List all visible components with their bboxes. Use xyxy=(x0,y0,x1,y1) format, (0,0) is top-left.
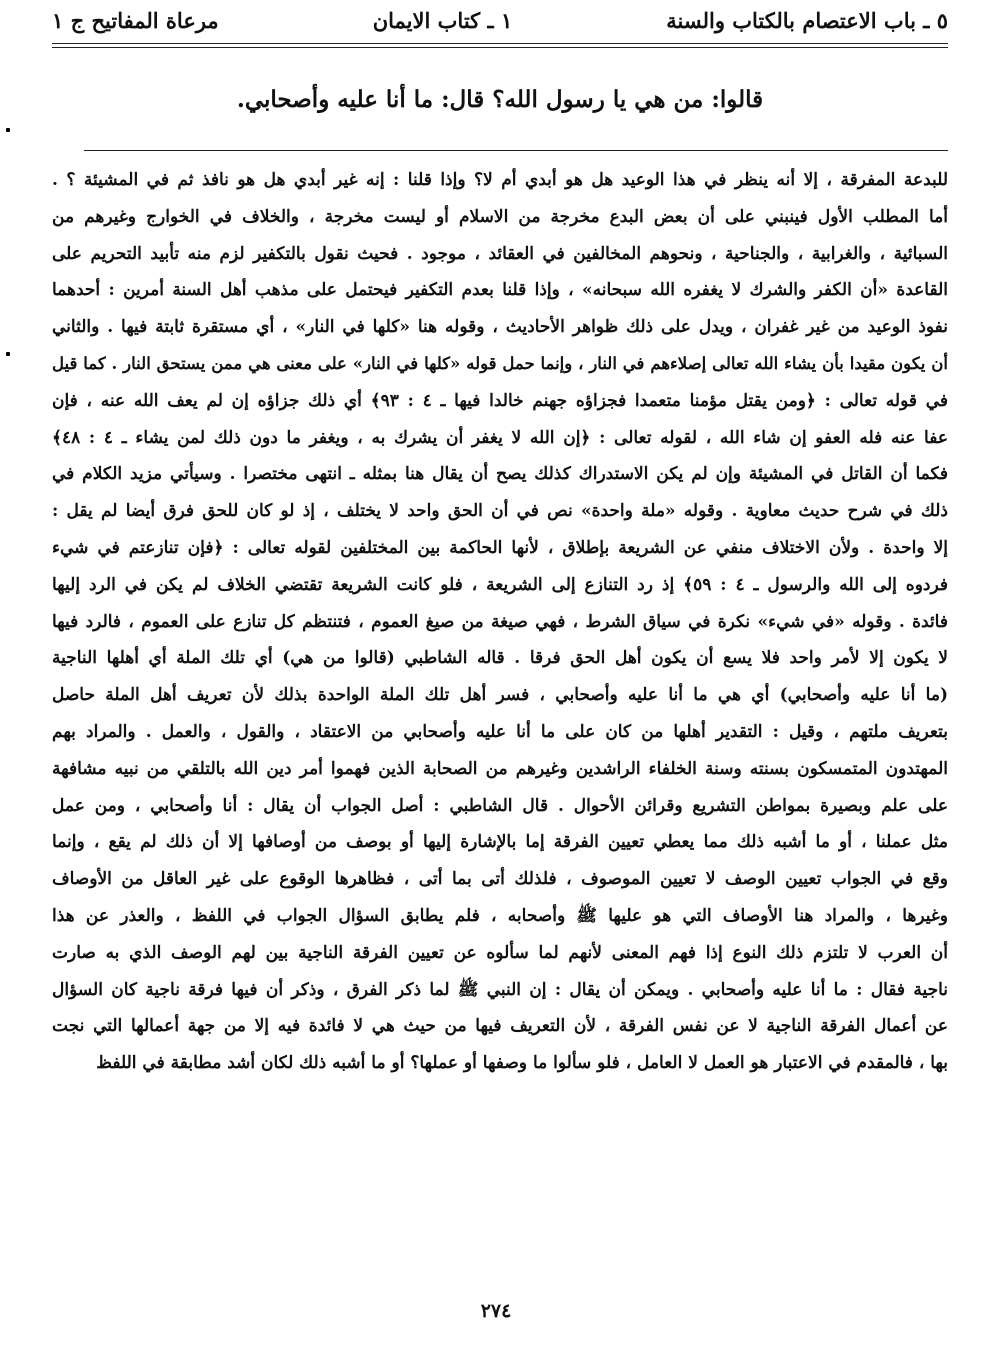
body-line: ناجية فقال : ما أنا عليه وأصحابي . ويمكن أن يقال : إن النبي ﷺ لما ذكر الفرق ، وذكر أن فيها فرقة ناجية كان السؤال xyxy=(52,979,948,1000)
body-line: فائدة . وقوله «في شيء» نكرة في سياق الشرط ، فهي صيغة من صيغ العموم ، فتنتظم كل تنازع على العموم ، فالرد فيها xyxy=(52,611,948,632)
body-line: بتعريف ملتهم ، وقيل : التقدير أهلها من كان على ما أنا عليه وأصحابي من الاعتقاد ، والقول ، والعمل . والمراد بهم xyxy=(52,721,948,742)
body-line: نفوذ الوعيد من غير غفران ، ويدل على ذلك ظواهر الأحاديث ، وقوله هنا «كلها في النار» ، أي مستقرة ثابتة فيها . والثاني xyxy=(52,317,948,338)
body-line: فردوه إلى الله والرسول ـ ٤ : ٥٩﴾ إذ رد التنازع إلى الشريعة ، فلو كانت الشريعة تقتضي الخلاف لم يكن في الرد إليها xyxy=(52,574,948,595)
body-line: أما المطلب الأول فينبني على أن بعض البدع مخرجة من الاسلام أو ليست مخرجة ، والخلاف في الخوارج وغيرهم من xyxy=(52,206,948,227)
page-number: ٢٧٤ xyxy=(480,1300,512,1322)
header-book-title: مرعاة المفاتيح ج ١ xyxy=(52,7,219,33)
body-line: بها ، فالمقدم في الاعتبار هو العمل لا العامل ، فلو سألوا ما وصفها أو عملها؟ أو ما أشبه ذلك لكان أشد مطابقة في اللفظ xyxy=(96,1053,948,1074)
running-header xyxy=(52,2,948,38)
body-line: القاعدة «أن الكفر والشرك لا يغفره الله سبحانه» ، وإذا قلنا بعدم التكفير فيحتمل على مذهب أهل السنة أمرين : أحدهما xyxy=(52,280,948,301)
header-rule xyxy=(52,43,948,44)
body-line: على علم وبصيرة بمواطن التشريع وقرائن الأحوال . قال الشاطبي : أصل الجواب أن يقال : أنا وأصحابي ، ومن عمل xyxy=(52,795,948,816)
hadith-text: قالوا: من هي يا رسول الله؟ قال: ما أنا عليه وأصحابي. xyxy=(236,86,764,113)
margin-mark xyxy=(6,352,10,356)
body-line: عن أعمال الفرقة الناجية لا عن نفس الفرقة ، لأن التعريف فيها من حيث هي لا فائدة فيه إلا من جهة أعمالها التي نجت xyxy=(52,1016,948,1037)
body-line: وغيرها ، والمراد هنا الأوصاف التي هو عليها ﷺ وأصحابه ، فلم يطابق السؤال الجواب في اللفظ ، والعذر عن هذا xyxy=(52,905,948,926)
body-line: ذلك في شرح حديث معاوية . وقوله «ملة واحدة» نص في أن الحق واحد لا يختلف ، إذ لو كان للحق فرق أيضا لم يقل : xyxy=(52,501,948,522)
body-line: للبدعة المفرقة ، إلا أنه ينظر في هذا الوعيد هل هو أبدي أم لا؟ وإذا قلنا : إنه غير أبدي هل هو نافذ ثم في المشيئة ؟ . xyxy=(52,170,948,190)
header-section: ٥ ـ باب الاعتصام بالكتاب والسنة xyxy=(666,7,948,33)
body-line: (ما أنا عليه وأصحابي) أي هي ما أنا عليه وأصحابي ، فسر أهل تلك الملة الواحدة بذلك لأن تعريف أهل الملة حاصل xyxy=(52,685,948,706)
margin-mark xyxy=(6,128,10,132)
body-line: فكما أن القاتل في المشيئة وإن لم يكن الاستدراك كذلك يصح أن يقال هنا بمثله ـ انتهى مختصرا . وسيأتي مزيد الكلام في xyxy=(52,464,948,485)
body-line: عفا عنه فله العفو إن شاء الله ، لقوله تعالى : ﴿إن الله لا يغفر أن يشرك به ، ويغفر ما دون ذلك لمن يشاء ـ ٤ : ٤٨﴾ xyxy=(52,427,948,448)
body-line: في قوله تعالى : ﴿ومن يقتل مؤمنا متعمدا فجزاؤه جهنم خالدا فيها ـ ٤ : ٩٣﴾ أي ذلك جزاؤه إن لم يعف الله عنه ، فإن xyxy=(52,390,948,411)
header-chapter: ١ ـ كتاب الايمان xyxy=(372,7,513,33)
header-rule-thin xyxy=(52,47,948,48)
body-line: المهتدون المتمسكون بسنته وسنة الخلفاء الراشدين وغيرهم من الصحابة الذين فهموا أمر دين الله بالتلقي من نبيه مشافهة xyxy=(52,758,948,779)
body-line: وقع في الجواب تعيين الوصف لا تعيين الموصوف ، فلذلك أتى بما أتى ، فظاهرها الوقوع على غير العاقل من الأوصاف xyxy=(52,869,948,890)
body-line: إلا واحدة . ولأن الاختلاف منفي عن الشريعة بإطلاق ، لأنها الحاكمة بين المختلفين لقوله تعالى : ﴿فإن تنازعتم في شيء xyxy=(52,537,948,558)
body-line: لا يكون إلا لأمر واحد فلا يسع أن يكون أهل الحق فرقا . قاله الشاطبي (قالوا من هي) أي تلك الملة أي أهلها الناجية xyxy=(52,648,948,669)
commentary-body xyxy=(52,162,948,1082)
body-line: السبائية ، والغرابية ، والجناحية ، ونحوهم المخالفين في العقائد ، موجود . فحيث نقول بالتكفير لزم منه تأبيد التحريم على xyxy=(52,243,948,264)
body-line: أن العرب لا تلتزم ذلك النوع إذا فهم المعنى لأنهم لما سألوه عن تعيين الفرقة الناجية بين لهم الوصف الذي به صارت xyxy=(52,942,948,963)
separator-rule xyxy=(84,150,948,151)
body-line: مثل عملنا ، أو ما أشبه ذلك مما يعطي تعيين الفرقة إما بالإشارة إليها أو بوصف من أوصافها إلا أن ذلك لم يقع ، وإنما xyxy=(52,832,948,853)
body-line: أن يكون مقيدا بأن يشاء الله تعالى إصلاءهم في النار ، وإنما حمل قوله «كلها في النار» على معنى هي ممن يستحق النار . كما قيل xyxy=(52,353,948,373)
